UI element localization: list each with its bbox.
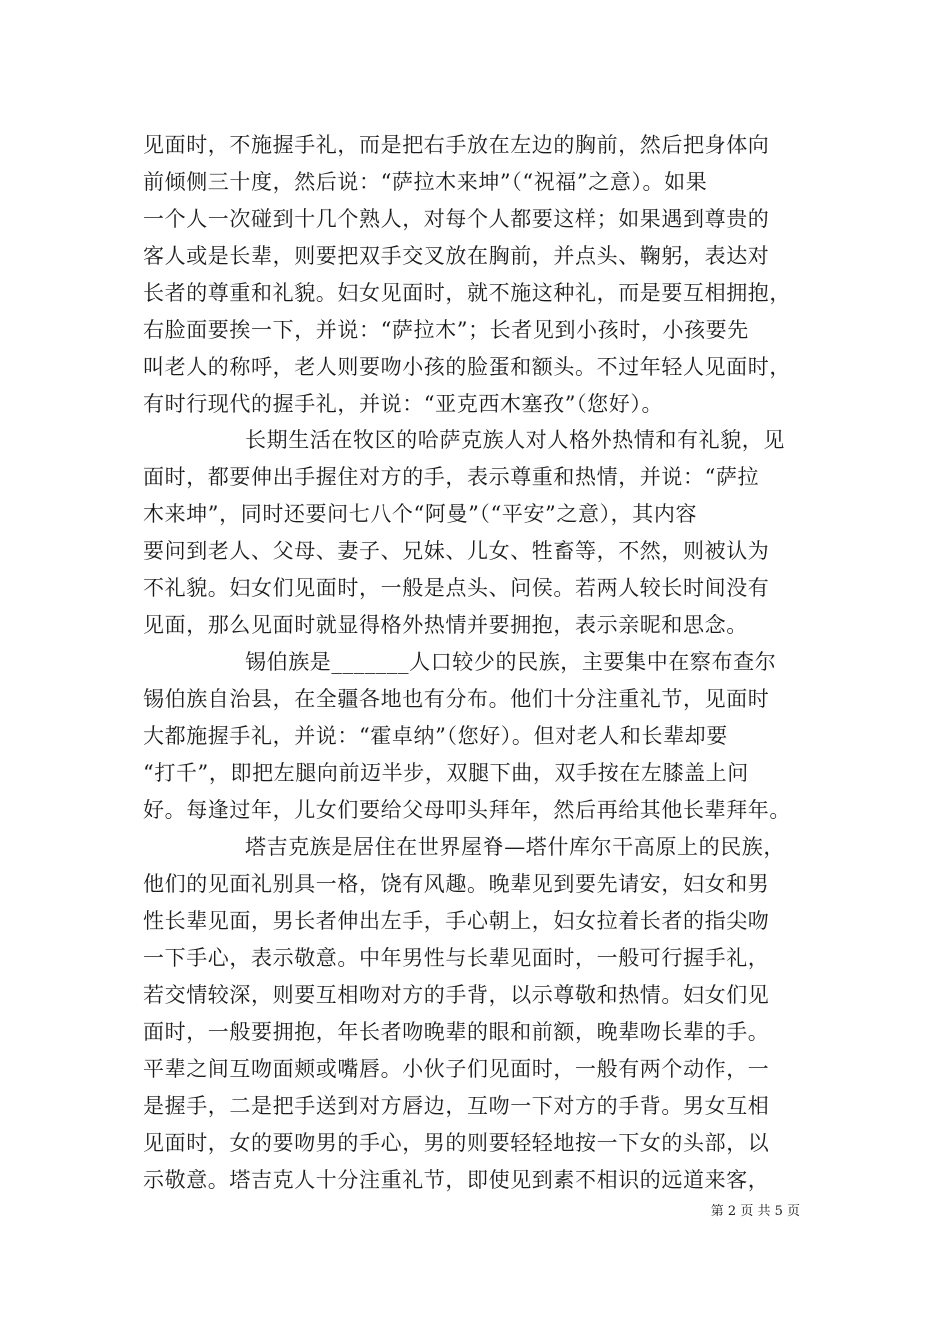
text-line: 一下手心，表示敬意。中年男性与长辈见面时，一般可行握手礼， <box>143 946 770 970</box>
text-line: 大都施握手礼，并说：“霍卓纳”（您好）。但对老人和长辈却要 <box>143 724 728 748</box>
paragraph-first-line: 锡伯族是_______人口较少的民族，主要集中在察布查尔 <box>245 650 777 674</box>
text-line: 是握手，二是把手送到对方唇边，互吻一下对方的手背。男女互相 <box>143 1094 770 1118</box>
text-line: 他们的见面礼别具一格，饶有风趣。晚辈见到要先请安，妇女和男 <box>143 872 770 896</box>
text-line: 长者的尊重和礼貌。妇女见面时，就不施这种礼，而是要互相拥抱， <box>143 281 791 305</box>
text-line: “打千”，即把左腿向前迈半步，双腿下曲，双手按在左膝盖上问 <box>143 761 749 785</box>
text-line: 示敬意。塔吉克人十分注重礼节，即使见到素不相识的远道来客， <box>143 1168 770 1192</box>
text-line: 若交情较深，则要互相吻对方的手背，以示尊敬和热情。妇女们见 <box>143 983 770 1007</box>
text-line: 客人或是长辈，则要把双手交叉放在胸前，并点头、鞠躬，表达对 <box>143 244 770 268</box>
text-line: 面时，都要伸出手握住对方的手，表示尊重和热情，并说：“萨拉 <box>143 465 760 489</box>
text-line: 木来坤”，同时还要问七八个“阿曼”（“平安”之意），其内容 <box>143 502 698 526</box>
page-number-footer: 第 2 页 共 5 页 <box>710 1204 800 1219</box>
text-line: 见面时，女的要吻男的手心，男的则要轻轻地按一下女的头部，以 <box>143 1131 770 1155</box>
text-line: 见面时，不施握手礼，而是把右手放在左边的胸前，然后把身体向 <box>143 133 770 157</box>
text-line: 平辈之间互吻面颊或嘴唇。小伙子们见面时，一般有两个动作，一 <box>143 1057 770 1081</box>
text-line: 前倾侧三十度，然后说：“萨拉木来坤”（“祝福”之意）。如果 <box>143 170 708 194</box>
text-line: 见面，那么见面时就显得格外热情并要拥抱，表示亲昵和思念。 <box>143 613 748 637</box>
text-line: 有时行现代的握手礼，并说：“亚克西木塞孜”（您好）。 <box>143 392 664 416</box>
text-line: 要问到老人、父母、妻子、兄妹、儿女、牲畜等，不然，则被认为 <box>143 539 770 563</box>
text-line: 右脸面要挨一下，并说：“萨拉木”；长者见到小孩时，小孩要先 <box>143 318 749 342</box>
text-line: 性长辈见面，男长者伸出左手，手心朝上，妇女拉着长者的指尖吻 <box>143 909 770 933</box>
paragraph-first-line: 塔吉克族是居住在世界屋脊—塔什库尔干高原上的民族， <box>245 835 785 859</box>
text-line: 不礼貌。妇女们见面时，一般是点头、问侯。若两人较长时间没有 <box>143 576 770 600</box>
text-line: 锡伯族自治县，在全疆各地也有分布。他们十分注重礼节，见面时 <box>143 687 770 711</box>
text-line: 好。每逢过年，儿女们要给父母叩头拜年，然后再给其他长辈拜年。 <box>143 798 791 822</box>
paragraph-first-line: 长期生活在牧区的哈萨克族人对人格外热情和有礼貌，见 <box>245 428 785 452</box>
text-line: 面时，一般要拥抱，年长者吻晚辈的眼和前额，晚辈吻长辈的手。 <box>143 1020 770 1044</box>
text-line: 叫老人的称呼，老人则要吻小孩的脸蛋和额头。不过年轻人见面时， <box>143 355 791 379</box>
text-line: 一个人一次碰到十几个熟人，对每个人都要这样；如果遇到尊贵的 <box>143 207 770 231</box>
